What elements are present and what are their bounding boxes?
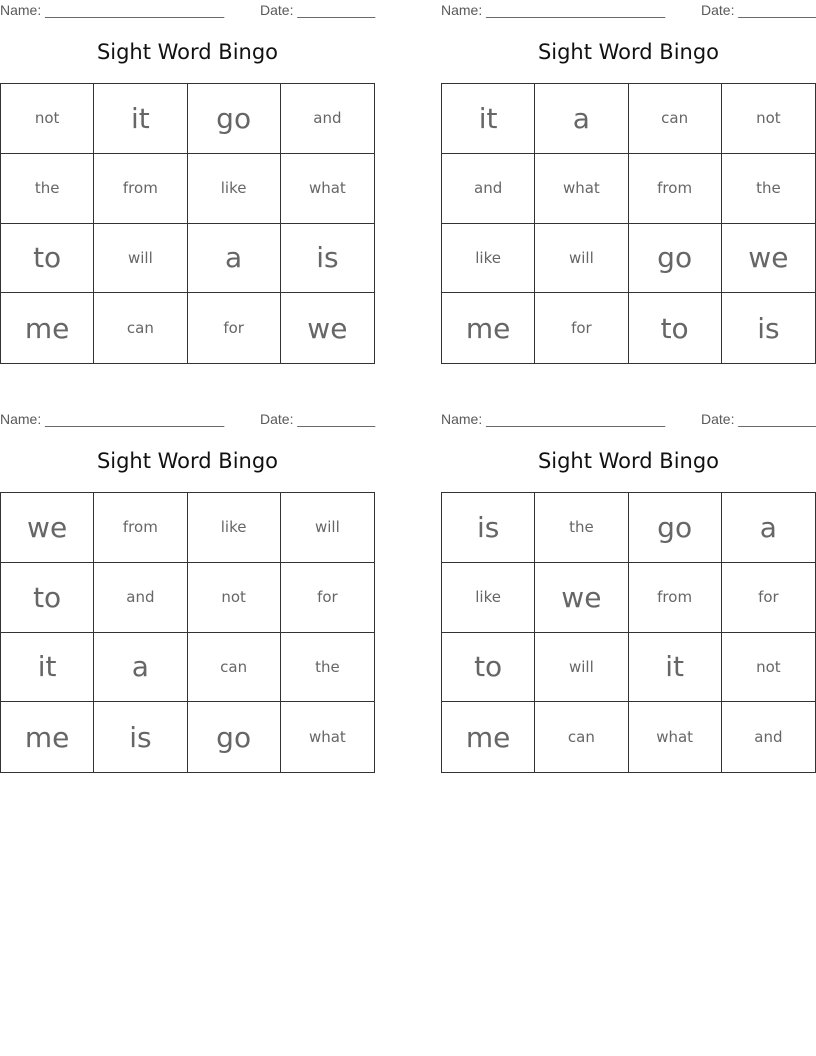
bingo-cell: what — [308, 728, 346, 747]
date-field-label: Date: __________ — [701, 2, 816, 18]
bingo-cell: we — [1, 493, 94, 563]
bingo-cell: can — [94, 293, 187, 363]
bingo-cell: a — [722, 493, 815, 563]
bingo-cell: a — [188, 224, 281, 294]
bingo-cell: from — [94, 154, 187, 224]
bingo-cell: for — [722, 563, 815, 633]
bingo-cell: it — [629, 633, 722, 703]
bingo-cell: will — [535, 633, 628, 703]
bingo-cell: is — [757, 311, 780, 345]
bingo-cell: can — [535, 702, 628, 772]
date-field-label: Date: __________ — [701, 411, 816, 427]
bingo-cell: for — [535, 293, 628, 363]
card-title: Sight Word Bingo — [537, 40, 720, 64]
bingo-cell: to — [442, 633, 535, 703]
card-header — [441, 2, 816, 20]
bingo-cell: will — [281, 493, 374, 563]
bingo-cell: not — [722, 633, 815, 703]
bingo-cell: go — [629, 224, 722, 294]
bingo-grid — [441, 492, 816, 773]
bingo-cell: the — [281, 633, 374, 703]
bingo-cell: not — [722, 84, 815, 154]
bingo-card — [441, 409, 816, 772]
bingo-cell: for — [281, 563, 374, 633]
bingo-grid — [441, 83, 816, 364]
bingo-grid — [0, 492, 375, 773]
bingo-cell: will — [94, 224, 187, 294]
bingo-card — [0, 0, 375, 363]
bingo-cell: to — [1, 563, 94, 633]
bingo-cell: it — [94, 84, 187, 154]
bingo-cell: go — [629, 493, 722, 563]
bingo-cell: the — [535, 493, 628, 563]
bingo-cell: and — [94, 563, 187, 633]
bingo-cell: like — [442, 563, 535, 633]
bingo-cell: to — [629, 293, 722, 363]
bingo-cell: it — [442, 84, 535, 154]
card-header — [441, 411, 816, 429]
bingo-cell: what — [281, 154, 374, 224]
date-field-label: Date: __________ — [260, 2, 376, 18]
bingo-cell: not — [188, 563, 281, 633]
bingo-cell: to — [1, 224, 94, 294]
card-header — [0, 411, 375, 429]
name-field-label: Name: _______________________ — [441, 2, 666, 18]
card-title: Sight Word Bingo — [96, 449, 279, 473]
bingo-cell: me — [442, 293, 535, 363]
bingo-cell: is — [94, 702, 187, 772]
bingo-cell: and — [442, 154, 535, 224]
bingo-cell: what — [629, 702, 722, 772]
bingo-card — [0, 409, 375, 772]
bingo-cell: is — [281, 224, 374, 294]
bingo-cell: what — [535, 154, 628, 224]
bingo-cell: a — [94, 633, 187, 703]
bingo-cell: we — [307, 311, 348, 345]
card-title: Sight Word Bingo — [96, 40, 279, 64]
bingo-cell: not — [1, 84, 94, 154]
bingo-cell: from — [629, 563, 722, 633]
bingo-cell: will — [535, 224, 628, 294]
bingo-cell: go — [188, 84, 281, 154]
bingo-cell: me — [1, 702, 94, 772]
date-field-label: Date: __________ — [260, 411, 376, 427]
bingo-cell: like — [188, 493, 281, 563]
bingo-cell: like — [442, 224, 535, 294]
card-header — [0, 2, 375, 20]
name-field-label: Name: _______________________ — [441, 411, 666, 427]
name-field-label: Name: _______________________ — [0, 411, 225, 427]
bingo-cell: me — [442, 702, 535, 772]
bingo-card — [441, 0, 816, 363]
bingo-cell: from — [94, 493, 187, 563]
bingo-cell: is — [442, 493, 535, 563]
bingo-cell: and — [754, 728, 783, 747]
bingo-cell: me — [1, 293, 94, 363]
bingo-cell: from — [629, 154, 722, 224]
name-field-label: Name: _______________________ — [0, 2, 225, 18]
bingo-cell: go — [188, 702, 281, 772]
card-title: Sight Word Bingo — [537, 449, 720, 473]
bingo-cell: a — [535, 84, 628, 154]
bingo-cell: for — [188, 293, 281, 363]
bingo-cell: the — [1, 154, 94, 224]
bingo-cell: can — [629, 84, 722, 154]
bingo-cell: like — [188, 154, 281, 224]
bingo-cell: it — [1, 633, 94, 703]
bingo-cell: we — [535, 563, 628, 633]
bingo-cell: the — [722, 154, 815, 224]
bingo-grid — [0, 83, 375, 364]
bingo-cell: and — [281, 84, 374, 154]
bingo-cell: can — [188, 633, 281, 703]
bingo-cell: we — [722, 224, 815, 294]
